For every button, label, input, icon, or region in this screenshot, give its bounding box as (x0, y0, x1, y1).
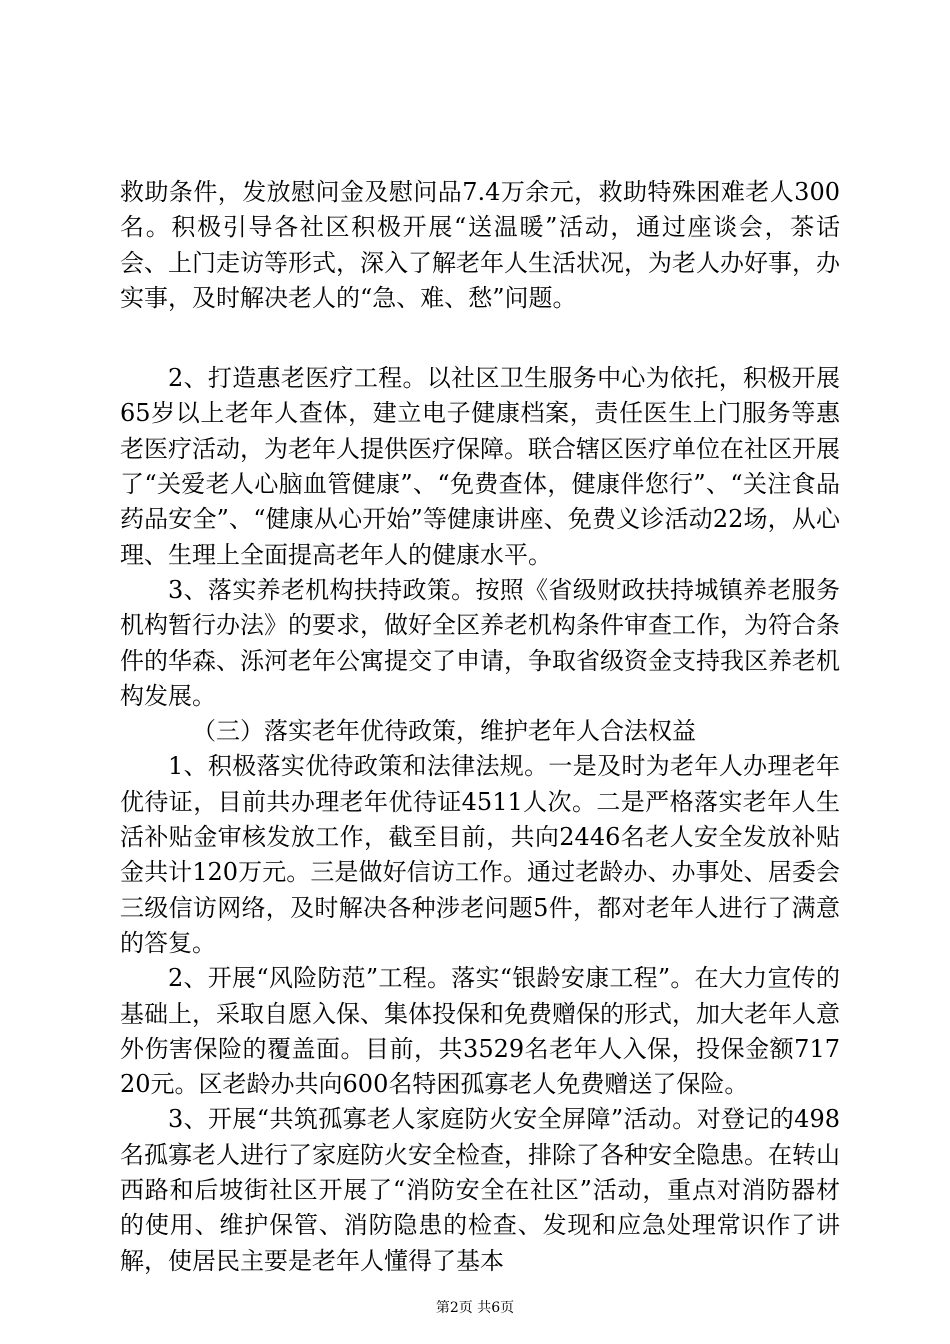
paragraph-relief-conditions: 救助条件，发放慰问金及慰问品7.4万余元，救助特殊困难老人300名。积极引导各社区积极开展“送温暖”活动，通过座谈会，茶话会、上门走访等形式，深入了解老年人生活状况，为老人办好事，办实事，及时解决老人的“急、难、愁”问题。 (120, 178, 840, 312)
paragraph-medical-project: 2、打造惠老医疗工程。以社区卫生服务中心为依托，积极开展65岁以上老年人查体，建立电子健康档案，责任医生上门服务等惠老医疗活动，为老年人提供医疗保障。联合辖区医疗单位在社区开展了“关爱老人心脑血管健康”、“免费查体，健康伴您行”、“关注食品药品安全”、“健康从心开始”等健康讲座、免费义诊活动22场，从心理、生理上全面提高老年人的健康水平。 (120, 364, 840, 569)
paragraph-fire-safety: 3、开展“共筑孤寡老人家庭防火安全屏障”活动。对登记的498名孤寡老人进行了家庭防火安全检查，排除了各种安全隐患。在转山西路和后坡街社区开展了“消防安全在社区”活动，重点对消防器材的使用、维护保管、消防隐患的检查、发现和应急处理常识作了讲解，使居民主要是老年人懂得了基本 (120, 1105, 840, 1275)
paragraph-gap (120, 316, 840, 361)
paragraph-risk-prevention: 2、开展“风险防范”工程。落实“银龄安康工程”。在大力宣传的基础上，采取自愿入保、集体投保和免费赠保的形式，加大老年人意外伤害保险的覆盖面。目前，共3529名老年人入保，投保金额71720元。区老龄办共向600名特困孤寡老人免费赠送了保险。 (120, 964, 840, 1099)
paragraph-elderly-care-policy: 3、落实养老机构扶持政策。按照《省级财政扶持城镇养老服务机构暂行办法》的要求，做好全区养老机构条件审查工作，为符合条件的华森、泺河老年公寓提交了申请，争取省级资金支持我区养老机构发展。 (120, 575, 840, 710)
page-number-footer: 第2页 共6页 (435, 1300, 515, 1316)
document-body (120, 175, 840, 1279)
section-heading-3: （三）落实老年优待政策，维护老年人合法权益 (192, 717, 696, 746)
paragraph-preferential-policy: 1、积极落实优待政策和法律法规。一是及时为老年人办理老年优待证，目前共办理老年优待证4511人次。二是严格落实老年人生活补贴金审核发放工作，截至目前，共向2446名老人安全发放补贴金共计120万元。三是做好信访工作。通过老龄办、办事处、居委会三级信访网络，及时解决各种涉老问题5件，都对老年人进行了满意的答复。 (120, 752, 840, 957)
